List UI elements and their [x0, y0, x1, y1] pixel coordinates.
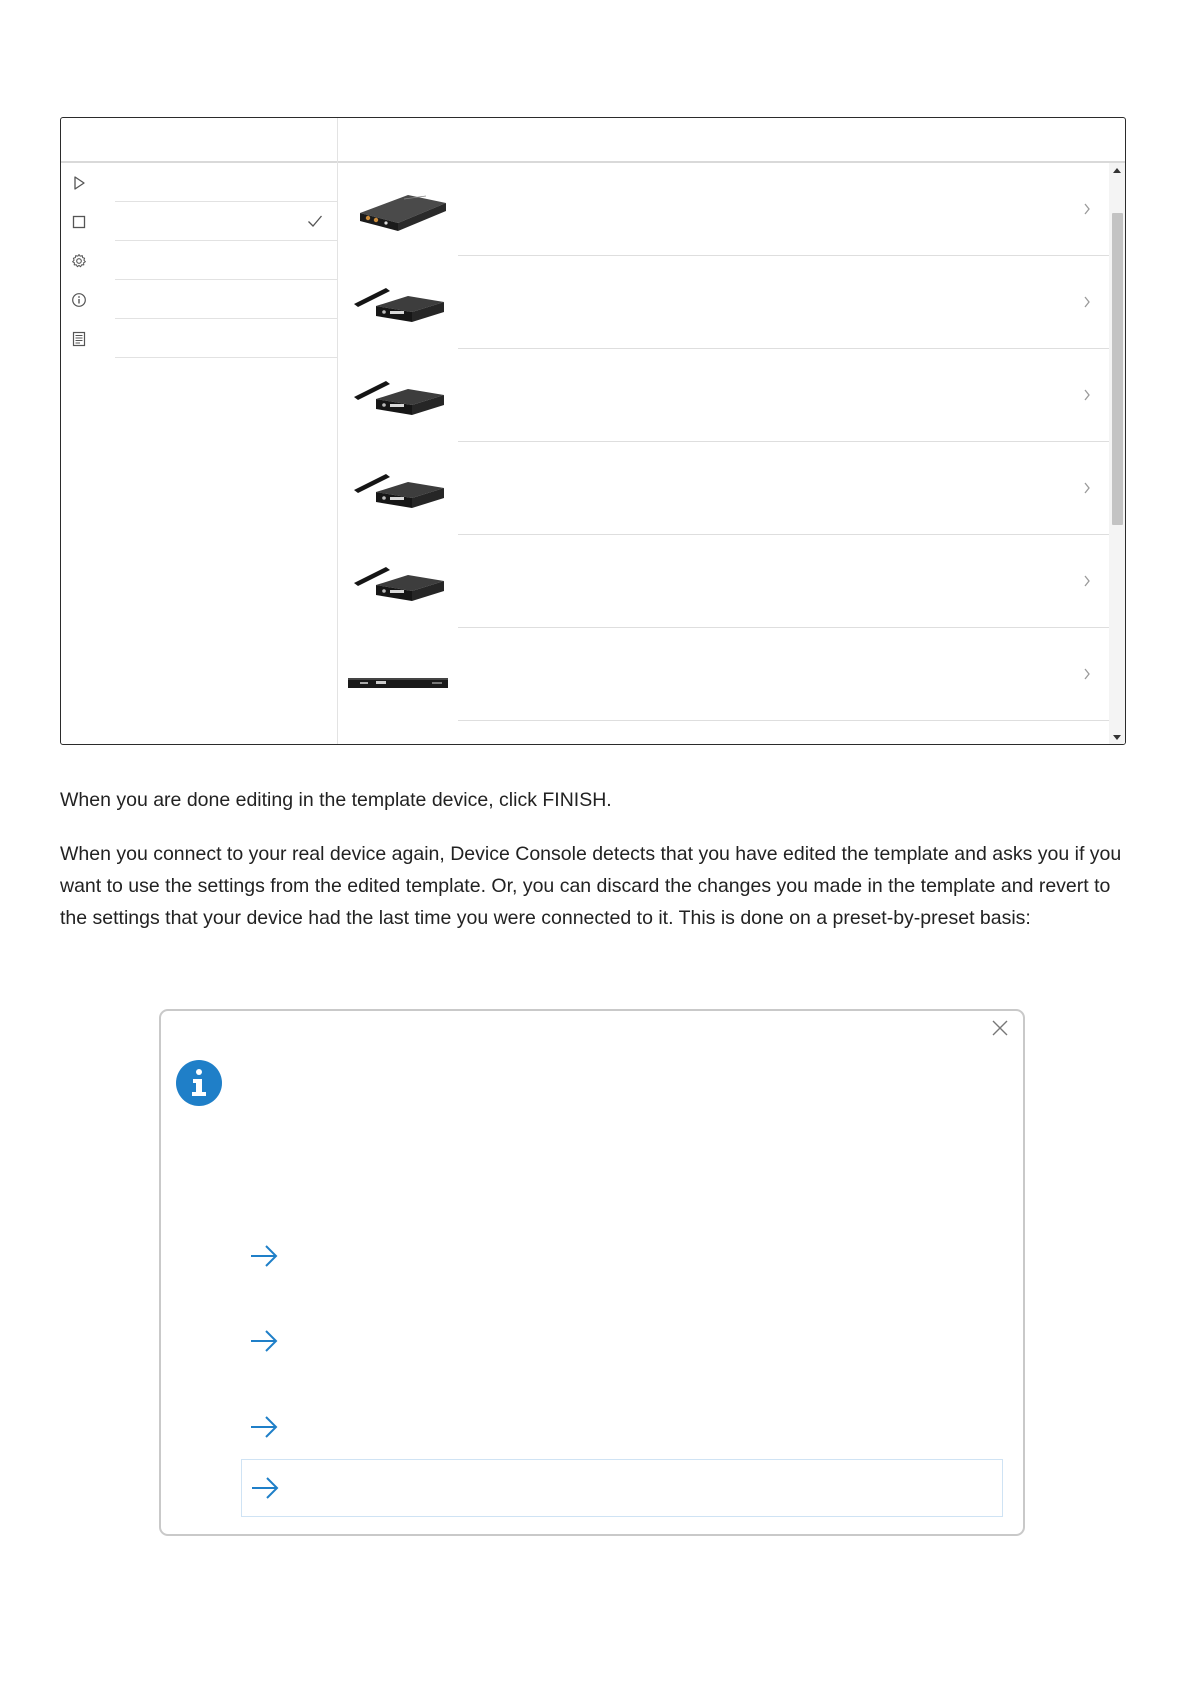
sidebar	[61, 163, 338, 744]
scroll-down-arrow-icon[interactable]	[1113, 735, 1121, 740]
gear-icon	[71, 253, 87, 269]
scrollbar[interactable]	[1109, 163, 1125, 744]
sidebar-item-presets[interactable]	[61, 202, 337, 241]
arrow-right-icon	[250, 1475, 280, 1501]
square-icon	[71, 214, 87, 230]
scrollbar-thumb[interactable]	[1112, 213, 1123, 525]
arrow-right-icon	[249, 1243, 279, 1269]
device-row[interactable]	[338, 256, 1109, 349]
device-row[interactable]	[338, 535, 1109, 628]
device-row[interactable]	[338, 349, 1109, 442]
chevron-right-icon	[1083, 296, 1091, 308]
chevron-right-icon	[1083, 389, 1091, 401]
device-thumbnail	[346, 545, 450, 615]
chevron-right-icon	[1083, 482, 1091, 494]
arrow-right-icon	[249, 1328, 279, 1354]
device-thumbnail	[346, 173, 450, 243]
header-divider	[337, 118, 338, 163]
sidebar-item-play[interactable]	[61, 163, 337, 202]
chevron-right-icon	[1083, 575, 1091, 587]
device-thumbnail	[346, 266, 450, 336]
sidebar-item-log[interactable]	[61, 319, 337, 358]
app-window	[60, 117, 1126, 745]
dialog-option-3[interactable]	[241, 1399, 1003, 1457]
sidebar-item-info[interactable]	[61, 280, 337, 319]
checkmark-icon	[307, 214, 323, 228]
arrow-right-icon	[249, 1414, 279, 1440]
dialog-option-2[interactable]	[241, 1313, 1003, 1371]
play-icon	[71, 175, 87, 191]
device-row[interactable]	[338, 163, 1109, 256]
divider	[115, 357, 337, 358]
chevron-right-icon	[1083, 668, 1091, 680]
device-thumbnail	[346, 452, 450, 522]
window-header	[61, 118, 1125, 163]
chevron-right-icon	[1083, 203, 1091, 215]
device-row[interactable]	[338, 628, 1109, 721]
explanation-paragraph: When you connect to your real device again, Device Console detects that you have edited the template and asks you if you want to use the settings from the edited template. Or, you can discard the changes you made in the template and revert to the settings that your device had the last time you were connected to it. This is done on a preset-by-preset basis:	[60, 843, 1122, 929]
device-thumbnail	[346, 359, 450, 429]
info-icon	[71, 292, 87, 308]
scroll-up-arrow-icon[interactable]	[1113, 168, 1121, 173]
device-row[interactable]	[338, 442, 1109, 535]
info-icon	[175, 1059, 223, 1107]
sidebar-item-settings[interactable]	[61, 241, 337, 280]
dialog-option-4[interactable]	[241, 1459, 1003, 1517]
device-thumbnail	[346, 638, 450, 708]
divider	[458, 720, 1109, 721]
instruction-paragraph: When you are done editing in the template device, click FINISH.	[60, 789, 612, 811]
dialog-option-1[interactable]	[241, 1228, 1003, 1286]
device-list	[338, 163, 1109, 744]
template-changes-dialog	[159, 1009, 1025, 1536]
close-icon[interactable]	[991, 1019, 1009, 1037]
document-icon	[71, 331, 87, 347]
